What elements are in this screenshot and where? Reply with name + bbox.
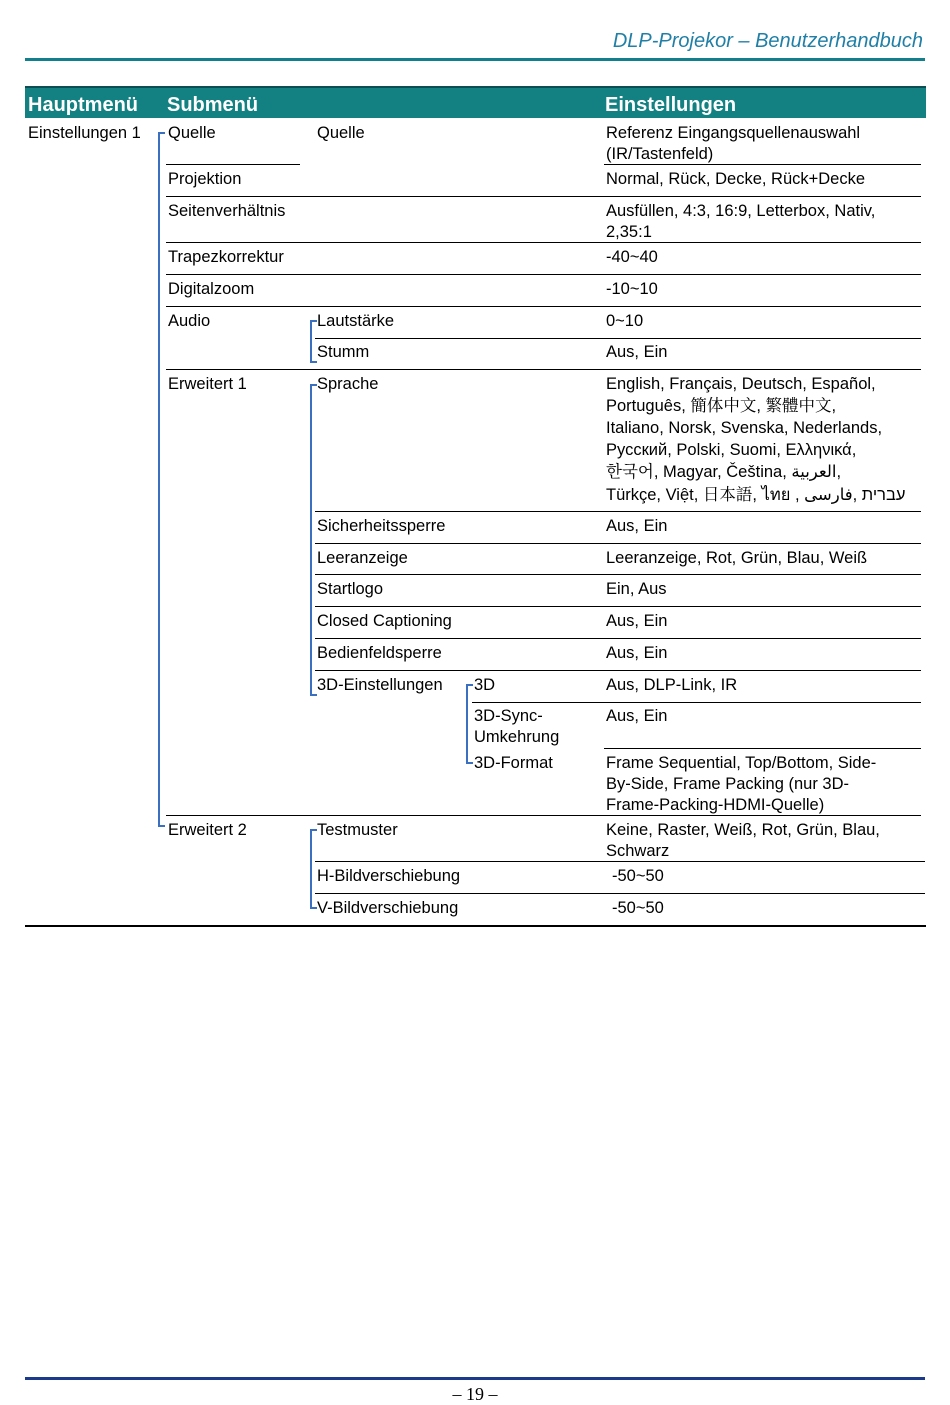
- sub-quelle: Quelle: [168, 124, 216, 142]
- tree-tick: [466, 762, 473, 764]
- header-rule: [25, 58, 925, 61]
- item-startlogo: Startlogo: [317, 580, 384, 598]
- row-divider: [166, 196, 921, 197]
- item-stumm: Stumm: [317, 343, 370, 361]
- sub-projektion: Projektion: [168, 170, 242, 188]
- row-divider: [166, 369, 921, 370]
- value-leeranzeige: Leeranzeige, Rot, Grün, Blau, Weiß: [606, 549, 868, 567]
- row-divider: [315, 574, 921, 575]
- value-3d-format-2: By-Side, Frame Packing (nur 3D-: [606, 775, 849, 793]
- tree-tick: [310, 320, 317, 322]
- table-bottom-rule: [25, 925, 926, 927]
- value-bedienfeldsperre: Aus, Ein: [606, 644, 668, 662]
- item-sicherheitssperre: Sicherheitssperre: [317, 517, 446, 535]
- col-sub: Submenü: [167, 94, 259, 116]
- item-sprache: Sprache: [317, 375, 379, 393]
- sub-audio: Audio: [168, 312, 211, 330]
- row-divider: [315, 638, 921, 639]
- footer-rule: [25, 1377, 925, 1380]
- item-v-bildverschiebung: V-Bildverschiebung: [317, 899, 459, 917]
- page-number: – 19 –: [452, 1384, 498, 1404]
- tree-line-audio: [310, 320, 312, 362]
- item-3d-einstellungen: 3D-Einstellungen: [317, 676, 443, 694]
- item-quelle: Quelle: [317, 124, 365, 142]
- tree-tick: [310, 829, 317, 831]
- value-sprache-1: English, Français, Deutsch, Español,: [606, 375, 876, 393]
- tree-line-erweitert-2: [310, 829, 312, 908]
- value-sprache-4: Русский, Polski, Suomi, Ελληνικά,: [606, 441, 857, 459]
- item-testmuster: Testmuster: [317, 821, 398, 839]
- table-header: [25, 86, 926, 118]
- value-sprache-2: Português, 簡体中文, 繁體中文,: [606, 397, 837, 415]
- row-divider: [315, 338, 921, 339]
- item-closed-captioning: Closed Captioning: [317, 612, 452, 630]
- sub-trapez: Trapezkorrektur: [168, 248, 284, 266]
- sub-digitalzoom: Digitalzoom: [168, 280, 255, 298]
- tree-line-erweitert-1: [310, 384, 312, 695]
- value-projektion: Normal, Rück, Decke, Rück+Decke: [606, 170, 866, 188]
- value-digitalzoom: -10~10: [606, 280, 658, 298]
- value-seiten-2: 2,35:1: [606, 223, 652, 241]
- item-3d-sync-1: 3D-Sync-: [474, 707, 543, 725]
- row-divider: [315, 543, 921, 544]
- value-sicherheitssperre: Aus, Ein: [606, 517, 668, 535]
- value-sprache-5: 한국어, Magyar, Čeština, العربية,: [606, 463, 842, 481]
- tree-tick: [310, 361, 317, 363]
- row-divider: [604, 164, 921, 165]
- item-h-bildverschiebung: H-Bildverschiebung: [317, 867, 461, 885]
- value-v-bildverschiebung: -50~50: [612, 899, 664, 917]
- value-trapez: -40~40: [606, 248, 658, 266]
- tree-line-main: [158, 132, 160, 826]
- value-quelle-2: (IR/Tastenfeld): [606, 145, 714, 163]
- item-3d-sync-2: Umkehrung: [474, 728, 560, 746]
- item-3d: 3D: [474, 676, 496, 694]
- item-leeranzeige: Leeranzeige: [317, 549, 408, 567]
- value-stumm: Aus, Ein: [606, 343, 668, 361]
- value-sprache-6: Türkçe, Việt, 日本語, ไทย , עברית ,فارسی: [606, 486, 906, 504]
- value-sprache-3: Italiano, Norsk, Svenska, Nederlands,: [606, 419, 883, 437]
- sub-erweitert-1: Erweitert 1: [168, 375, 247, 393]
- row-divider: [166, 274, 921, 275]
- value-3d-format-1: Frame Sequential, Top/Bottom, Side-: [606, 754, 877, 772]
- value-3d: Aus, DLP-Link, IR: [606, 676, 738, 694]
- value-3d-sync: Aus, Ein: [606, 707, 668, 725]
- item-bedienfeldsperre: Bedienfeldsperre: [317, 644, 442, 662]
- value-3d-format-3: Frame-Packing-HDMI-Quelle): [606, 796, 825, 814]
- value-testmuster-2: Schwarz: [606, 842, 670, 860]
- row-divider: [315, 606, 921, 607]
- value-testmuster-1: Keine, Raster, Weiß, Rot, Grün, Blau,: [606, 821, 880, 839]
- row-divider: [315, 893, 925, 894]
- row-divider: [166, 242, 921, 243]
- main-item: Einstellungen 1: [28, 124, 141, 142]
- tree-tick: [310, 907, 317, 909]
- value-lautstaerke: 0~10: [606, 312, 644, 330]
- row-divider: [315, 511, 921, 512]
- row-divider: [315, 861, 925, 862]
- tree-line-3d: [466, 684, 468, 763]
- tree-tick: [466, 684, 473, 686]
- tree-tick: [158, 132, 165, 134]
- sub-erweitert-2: Erweitert 2: [168, 821, 247, 839]
- row-divider: [604, 748, 921, 749]
- row-divider: [166, 815, 921, 816]
- value-startlogo: Ein, Aus: [606, 580, 667, 598]
- tree-tick: [310, 384, 317, 386]
- item-3d-format: 3D-Format: [474, 754, 553, 772]
- row-divider: [166, 164, 300, 165]
- sub-seitenverhaeltnis: Seitenverhältnis: [168, 202, 286, 220]
- tree-tick: [310, 694, 317, 696]
- tree-tick: [158, 825, 165, 827]
- row-divider: [166, 306, 921, 307]
- value-seiten-1: Ausfüllen, 4:3, 16:9, Letterbox, Nativ,: [606, 202, 876, 220]
- value-h-bildverschiebung: -50~50: [612, 867, 664, 885]
- value-quelle-1: Referenz Eingangsquellenauswahl: [606, 124, 861, 142]
- row-divider: [315, 670, 921, 671]
- col-main: Hauptmenü: [28, 94, 138, 116]
- col-settings: Einstellungen: [605, 94, 737, 116]
- item-lautstaerke: Lautstärke: [317, 312, 395, 330]
- value-closed-captioning: Aus, Ein: [606, 612, 668, 630]
- row-divider: [472, 702, 921, 703]
- document-title: DLP-Projekor – Benutzerhandbuch: [612, 30, 923, 52]
